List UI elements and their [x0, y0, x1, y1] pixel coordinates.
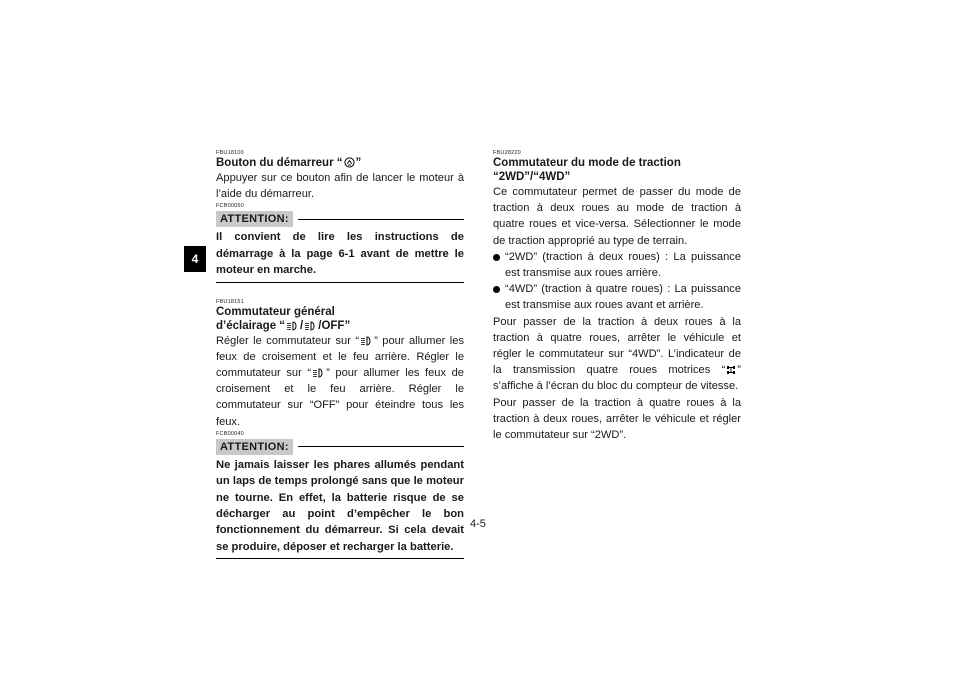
lights-body-part1: Régler le commutateur sur “ [216, 334, 360, 347]
traction-para-1-part2: ” s’affiche à l’écran du bloc du compteur de vitesse. [493, 364, 741, 393]
low-beam-icon [286, 321, 299, 331]
traction-bullets [493, 249, 741, 314]
traction-para-1 [493, 314, 741, 395]
attention-label: ATTENTION: [216, 439, 293, 455]
traction-heading [493, 156, 741, 184]
divider [298, 219, 464, 220]
right-column [493, 150, 741, 443]
traction-intro: Ce commutateur permet de passer du mode de traction à deux roues au mode de traction à quatre roues et vice-versa. Sélectionner le mode de traction approprié au type de terrain. [493, 186, 741, 247]
low-beam-icon [360, 336, 373, 346]
lights-body [216, 333, 464, 430]
section-code: FBU28220 [493, 150, 521, 156]
starter-heading-text: Bouton du démarreur “ [216, 157, 343, 169]
lights-heading [216, 305, 464, 333]
attention-text: Il convient de lire les instructions de démarrage à la page 6-1 avant de mettre le moteur en marche. [216, 229, 464, 282]
low-beam-icon [312, 368, 325, 378]
section-code: FBU18151 [216, 298, 244, 305]
traction-para-1-part1: Pour passer de la traction à deux roues à la traction à quatre roues, arrêter le véhicule et régler le commutateur sur “4WD”. L’indicateur de la transmission quatre roues motrices “ [493, 315, 741, 377]
bullet-text: “4WD” (traction à quatre roues) : La puissance est transmise aux roues avant et arrière. [505, 283, 741, 312]
attention-text: Ne jamais laisser les phares allumés pendant un laps de temps prolongé sans que le moteur ne tourne. En effet, la batterie risque de se décharger au point d’empêcher le bon fonctionnement du démarreur. Si cela devait se produire, déposer et recharger la batterie. [216, 457, 464, 559]
starter-body: Appuyer sur ce bouton afin de lancer le moteur à l’aide du démarreur. [216, 172, 464, 201]
lights-heading-sep: / [300, 319, 304, 332]
section-code: FBU18100 [216, 150, 244, 156]
attention-code: FCB00040 [216, 430, 244, 437]
attention-box-2 [216, 439, 464, 559]
left-column [216, 150, 464, 559]
4wd-indicator-icon [726, 365, 736, 375]
attention-box-1 [216, 211, 464, 282]
divider [298, 446, 464, 447]
page-number: 4-5 [470, 518, 486, 530]
traction-para-2: Pour passer de la traction à quatre roues à la traction à deux roues, arrêter le véhicule et régler le commutateur sur “2WD”. [493, 396, 741, 442]
starter-icon [344, 157, 355, 168]
bullet-icon [493, 254, 500, 261]
low-beam-icon [304, 321, 317, 331]
traction-heading-line2: “2WD”/“4WD” [493, 171, 571, 183]
chapter-tab: 4 [184, 246, 206, 272]
lights-heading-line1: Commutateur général [216, 305, 335, 318]
bullet-text: “2WD” (traction à deux roues) : La puissance est transmise aux roues arrière. [505, 250, 741, 280]
attention-code: FCB00050 [216, 203, 244, 210]
lights-heading-end: /OFF” [318, 319, 351, 332]
attention-label: ATTENTION: [216, 211, 293, 227]
list-item [493, 281, 741, 313]
starter-heading-close: ” [355, 157, 362, 169]
list-item [493, 249, 741, 281]
lights-body-part3: ” pour allumer les feux de croisement et le feu arrière. Régler le commutateur sur “OFF” pour éteindre tous les feux. [216, 367, 464, 428]
bullet-icon [493, 286, 500, 293]
traction-heading-line1: Commutateur du mode de traction [493, 157, 681, 169]
lights-body-part2: ” pour allumer les feux de croisement et le feu arrière. Régler le commutateur sur “ [216, 334, 464, 380]
starter-heading [216, 156, 464, 170]
lights-heading-line2: d’éclairage “ [216, 319, 286, 332]
